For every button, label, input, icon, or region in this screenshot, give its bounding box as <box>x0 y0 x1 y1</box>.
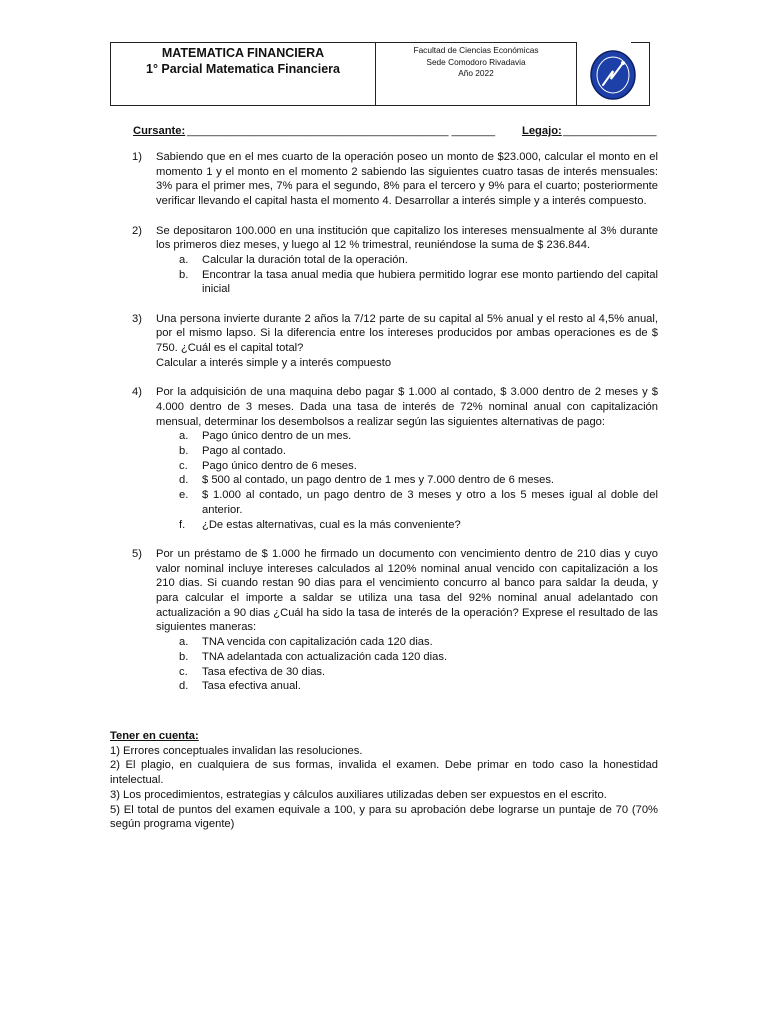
question-number: 4) <box>132 386 142 399</box>
sub-item <box>156 268 658 297</box>
question-text: Por la adquisición de una maquina debo pagar $ 1.000 al contado, $ 3.000 dentro de 2 meses y $ 4.000 dentro de 3 meses. Dada una tasa de interés de 72% nominal anual con capitalización mensual, determinar los desembolsos a realizar según las siguientes alternativas de pago: <box>156 386 658 428</box>
legajo-blank: _______________ <box>560 125 657 137</box>
sub-item-text: Encontrar la tasa anual media que hubiera permitido lograr ese monto partiendo del capital inicial <box>202 268 658 296</box>
sub-item <box>156 459 658 474</box>
question-number: 3) <box>132 312 142 325</box>
exam-year: Año 2022 <box>458 68 494 79</box>
question-number: 1) <box>132 151 142 163</box>
header-logo-cell <box>577 43 650 105</box>
sub-item-letter: a. <box>179 636 189 649</box>
sub-item-letter: d. <box>179 680 189 693</box>
sub-item <box>156 444 658 459</box>
question-number: 5) <box>132 547 142 560</box>
notes-title: Tener en cuenta: <box>110 730 199 742</box>
exam-header <box>110 42 650 106</box>
question-3 <box>132 312 658 371</box>
note-item: 5) El total de puntos del examen equivale a 100, y para su aprobación debe lograrse un puntaje de 70 (70% según programa vigente) <box>110 803 658 831</box>
question-extra-text: Calcular a interés simple y a interés compuesto <box>156 356 392 369</box>
question-2 <box>132 224 658 298</box>
sub-item-text: TNA vencida con capitalización cada 120 dias. <box>202 636 433 649</box>
sub-item <box>156 635 658 650</box>
question-text: Sabiendo que en el mes cuarto de la operación poseo un monto de $23.000, calcular el monto en el momento 1 y el monto en el momento 2 sabiendo las siguientes cuatro tasas de interés mensuales: 3% para el primer mes, 7% para el segundo, 8% para el tercero y 9% para el cuarto; posteriormente verificar llevando el capital hasta el momento 4. Desarrollar a interés simple y a interés compuesto. <box>156 151 658 208</box>
sub-item-letter: d. <box>179 474 189 487</box>
sub-item-letter: f. <box>179 518 186 531</box>
header-title-cell <box>111 43 376 105</box>
exam-notes <box>110 729 658 832</box>
sub-item <box>156 665 658 680</box>
question-text: Se depositaron 100.000 en una institución que capitalizo los intereses mensualmente al 3% durante los primeros diez meses, y luego al 12 % trimestral, reuniéndose la suma de $ 236.844. <box>156 224 658 252</box>
sub-item-text: Tasa efectiva de 30 dias. <box>202 665 326 678</box>
question-text: Por un préstamo de $ 1.000 he firmado un documento con vencimiento dentro de 210 dias y cuyo valor nominal incluye intereses calculados al 120% nominal anual vencido con capitalización a los 210 dias. Si cuando restan 90 dias para el vencimiento concurro al banco para saldar la deuda, y para calcular el importe a saldar se utiliza una tasa del 92% nominal anual adelantado con actualización a 90 dias ¿Cuál ha sido la tasa de interés de la operación? Exprese el resultado de las siguientes maneras: <box>156 547 658 634</box>
sub-item-text: Calcular la duración total de la operación. <box>202 253 408 266</box>
faculty-name: Facultad de Ciencias Económicas <box>413 45 539 55</box>
sub-item-letter: a. <box>179 430 189 443</box>
university-seal-icon <box>589 49 637 101</box>
question-1 <box>132 150 658 209</box>
question-text: Una persona invierte durante 2 años la 7/12 parte de su capital al 5% anual y el resto al 4,5% anual, por el mismo lapso. Si la diferencia entre los intereses producidos por ambas operaciones es de $ 750. ¿Cuál es el capital total? <box>156 312 658 355</box>
sub-item-text: $ 500 al contado, un pago dentro de 1 mes y 7.000 dentro de 6 meses. <box>202 474 555 487</box>
question-list <box>132 150 658 709</box>
sub-item <box>156 679 658 694</box>
student-info-line <box>133 124 663 139</box>
sub-item-letter: a. <box>179 253 189 266</box>
sub-item <box>156 650 658 665</box>
sub-item-text: $ 1.000 al contado, un pago dentro de 3 meses y otro a los 5 meses igual al doble del anterior. <box>202 489 658 516</box>
sub-item-text: Tasa efectiva anual. <box>202 680 301 693</box>
sub-item <box>156 518 658 533</box>
course-title: MATEMATICA FINANCIERA <box>161 46 325 60</box>
sub-item-letter: c. <box>179 665 188 678</box>
sub-item <box>156 488 658 517</box>
sub-item-letter: e. <box>179 489 189 502</box>
note-item: 1) Errores conceptuales invalidan las resoluciones. <box>110 744 363 757</box>
sub-item-text: TNA adelantada con actualización cada 120 dias. <box>202 650 448 663</box>
question-4 <box>132 385 658 532</box>
campus-name: Sede Comodoro Rivadavia <box>426 56 526 67</box>
sub-item <box>156 253 658 268</box>
sub-item <box>156 473 658 488</box>
question-5 <box>132 547 658 694</box>
exam-title: 1° Parcial Matematica Financiera <box>146 61 340 76</box>
sub-item-letter: b. <box>179 445 189 458</box>
sub-item <box>156 429 658 444</box>
sub-item-text: Pago al contado. <box>202 445 286 458</box>
sub-item-text: Pago único dentro de un mes. <box>202 430 352 443</box>
sub-item-letter: c. <box>179 459 188 472</box>
note-item: 2) El plagio, en cualquiera de sus formas, invalida el examen. Debe primar en todo caso la honestidad intelectual. <box>110 759 658 787</box>
sub-item-text: ¿De estas alternativas, cual es la más conveniente? <box>202 518 461 531</box>
sub-item-text: Pago único dentro de 6 meses. <box>202 459 357 472</box>
header-institution-cell <box>376 43 577 105</box>
sub-item-letter: b. <box>179 268 189 281</box>
note-item: 3) Los procedimientos, estrategias y cálculos auxiliares utilizadas deben ser expuestos en el escrito. <box>110 788 607 801</box>
cursante-label: Cursante: <box>133 125 186 137</box>
sub-item-letter: b. <box>179 650 189 663</box>
question-number: 2) <box>132 224 142 237</box>
cursante-blank: __________________________________________ _______ <box>184 125 496 137</box>
legajo-label: Legajo: <box>522 125 562 137</box>
